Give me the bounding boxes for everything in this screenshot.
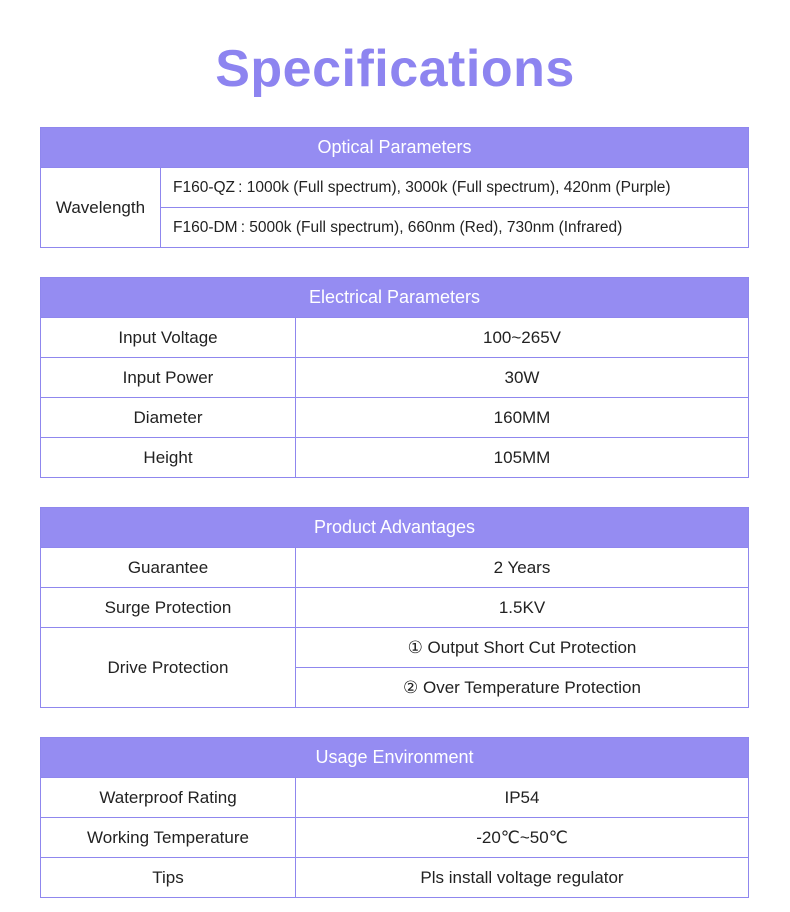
row-value: 160MM — [296, 398, 749, 438]
page-title: Specifications — [215, 40, 575, 98]
row-value: IP54 — [296, 778, 749, 818]
drive-protection-label: Drive Protection — [41, 628, 296, 708]
row-label: Input Power — [41, 358, 296, 398]
table-row — [41, 628, 749, 668]
usage-environment-table — [40, 737, 749, 898]
row-label: Diameter — [41, 398, 296, 438]
row-label: Input Voltage — [41, 318, 296, 358]
row-value: 1.5KV — [296, 588, 749, 628]
row-value: Pls install voltage regulator — [296, 858, 749, 898]
table-row — [41, 778, 749, 818]
table-row — [41, 588, 749, 628]
electrical-parameters-header: Electrical Parameters — [41, 278, 749, 318]
row-label: Waterproof Rating — [41, 778, 296, 818]
usage-environment-header: Usage Environment — [41, 738, 749, 778]
table-row — [41, 858, 749, 898]
row-label: Guarantee — [41, 548, 296, 588]
drive-protection-value-2: ② Over Temperature Protection — [296, 668, 749, 708]
table-row — [41, 818, 749, 858]
table-row — [41, 398, 749, 438]
product-advantages-table — [40, 507, 749, 708]
optical-parameters-table — [40, 127, 749, 248]
row-value: 2 Years — [296, 548, 749, 588]
row-label: Working Temperature — [41, 818, 296, 858]
row-label: Height — [41, 438, 296, 478]
row-value: 105MM — [296, 438, 749, 478]
wavelength-value-qz: F160-QZ : 1000k (Full spectrum), 3000k (Full spectrum), 420nm (Purple) — [161, 168, 749, 208]
row-value: 30W — [296, 358, 749, 398]
table-row — [41, 548, 749, 588]
row-value: -20℃~50℃ — [296, 818, 749, 858]
table-row — [41, 168, 749, 208]
row-value: 100~265V — [296, 318, 749, 358]
row-label: Surge Protection — [41, 588, 296, 628]
wavelength-label: Wavelength — [41, 168, 161, 248]
optical-parameters-header: Optical Parameters — [41, 128, 749, 168]
table-row — [41, 358, 749, 398]
row-label: Tips — [41, 858, 296, 898]
wavelength-value-dm: F160-DM : 5000k (Full spectrum), 660nm (Red), 730nm (Infrared) — [161, 208, 749, 248]
table-row — [41, 318, 749, 358]
electrical-parameters-table — [40, 277, 749, 478]
drive-protection-value-1: ① Output Short Cut Protection — [296, 628, 749, 668]
product-advantages-header: Product Advantages — [41, 508, 749, 548]
table-row — [41, 438, 749, 478]
